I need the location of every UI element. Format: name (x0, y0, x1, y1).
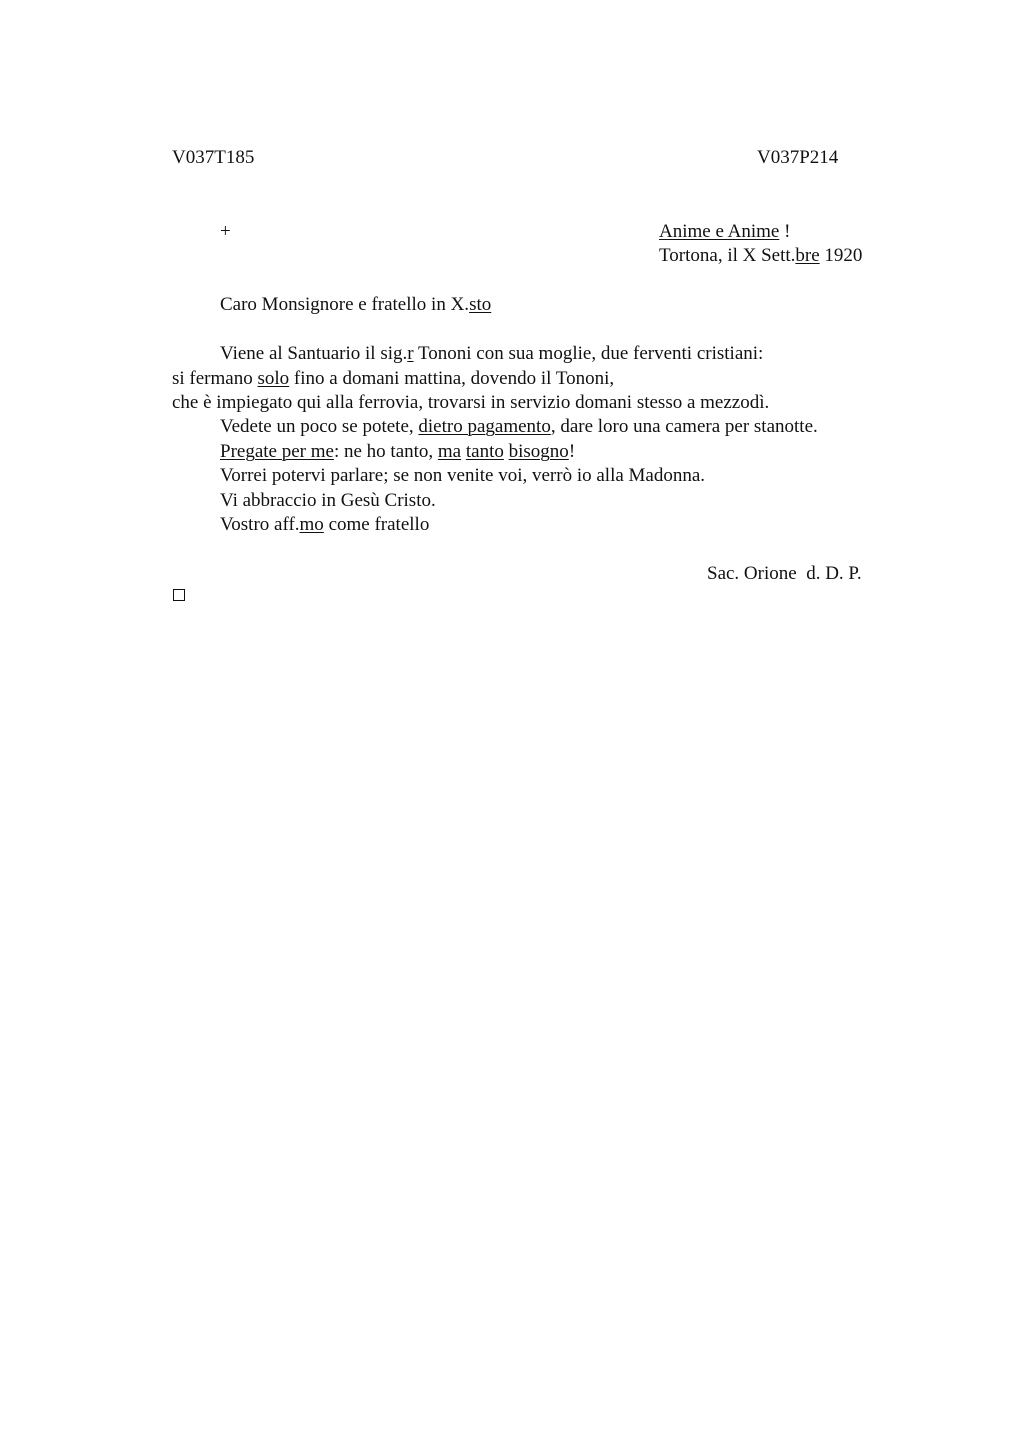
body-text: Vostro aff. (220, 514, 300, 535)
body-line-7: Vi abbraccio in Gesù Cristo. (220, 490, 436, 511)
body-line-1 (220, 342, 763, 367)
body-underlined: dietro pagamento (418, 416, 551, 437)
salutation-prefix: Caro Monsignore e fratello in X. (220, 294, 470, 315)
salutation-underlined: sto (469, 294, 492, 315)
body-line-8 (220, 513, 429, 538)
body-underlined: bisogno (508, 441, 569, 462)
dateline-suffix: 1920 (819, 245, 863, 266)
body-underlined: r (407, 343, 414, 364)
body-underlined: tanto (465, 441, 504, 462)
body-text: : ne ho tanto, (333, 441, 438, 462)
body-text: come fratello (323, 514, 430, 535)
body-text: Vedete un poco se potete, (220, 416, 419, 437)
body-text: , dare loro una camera per stanotte. (550, 416, 818, 437)
body-line-4 (220, 415, 818, 440)
body-text: si fermano (172, 368, 258, 389)
body-text: fino a domani mattina, dovendo il Tononi, (289, 368, 615, 389)
cross-symbol: + (220, 221, 231, 242)
left-document-code: V037T185 (172, 147, 255, 168)
body-underlined: ma (437, 441, 462, 462)
body-text: ! (568, 441, 576, 462)
body-line-3: che è impiegato qui alla ferrovia, trovarsi in servizio domani stesso a mezzodì. (172, 392, 770, 413)
body-underlined: mo (299, 514, 324, 535)
dateline-prefix: Tortona, il X Sett. (659, 245, 796, 266)
body-line-6: Vorrei potervi parlare; se non venite voi, verrò io alla Madonna. (220, 465, 706, 486)
dateline (659, 244, 862, 269)
body-line-5 (220, 440, 575, 465)
right-document-code: V037P214 (757, 147, 839, 168)
body-text: Viene al Santuario il sig. (220, 343, 408, 364)
end-marker-square-icon (173, 589, 185, 601)
body-text: Tononi con sua moglie, due ferventi cristiani: (413, 343, 764, 364)
motto (659, 220, 790, 245)
motto-underlined: Anime e Anime (659, 221, 780, 242)
body-line-2 (172, 367, 614, 392)
salutation (220, 293, 491, 318)
body-underlined: Pregate per me (220, 441, 334, 462)
motto-suffix: ! (779, 221, 791, 242)
body-underlined: solo (257, 368, 290, 389)
dateline-underlined: bre (795, 245, 820, 266)
signature: Sac. Orione d. D. P. (707, 563, 862, 584)
